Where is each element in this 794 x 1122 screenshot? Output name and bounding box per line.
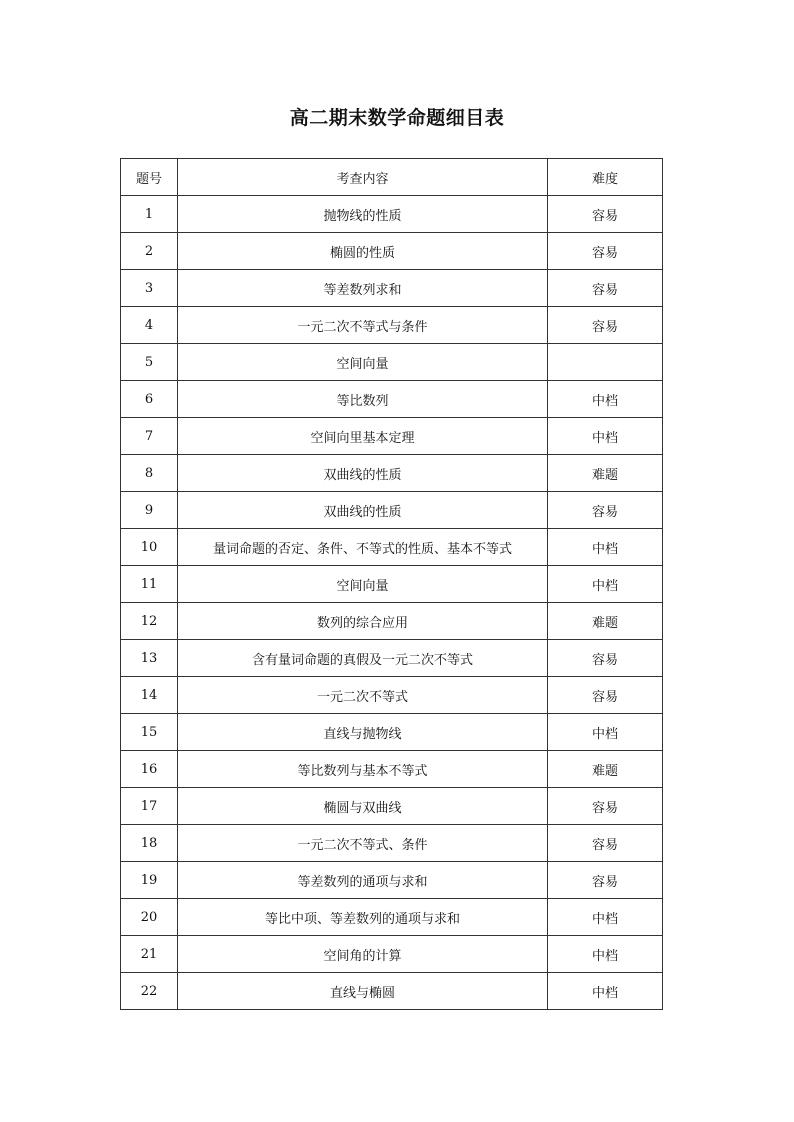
question-number: 19 <box>121 862 178 899</box>
table-row <box>121 344 663 381</box>
table-row <box>121 788 663 825</box>
question-number: 2 <box>121 233 178 270</box>
question-content: 量词命题的否定、条件、不等式的性质、基本不等式 <box>178 529 548 566</box>
table-row <box>121 270 663 307</box>
question-content: 双曲线的性质 <box>178 492 548 529</box>
question-content: 含有量词命题的真假及一元二次不等式 <box>178 640 548 677</box>
question-difficulty: 容易 <box>548 677 663 714</box>
question-difficulty: 中档 <box>548 899 663 936</box>
table-row <box>121 307 663 344</box>
question-number: 15 <box>121 714 178 751</box>
question-content: 空间角的计算 <box>178 936 548 973</box>
question-number: 1 <box>121 196 178 233</box>
question-number: 22 <box>121 973 178 1010</box>
table-row <box>121 418 663 455</box>
table-row <box>121 899 663 936</box>
table-row <box>121 196 663 233</box>
question-difficulty: 容易 <box>548 788 663 825</box>
table-row <box>121 751 663 788</box>
table-row <box>121 566 663 603</box>
question-difficulty: 难题 <box>548 455 663 492</box>
table-row <box>121 936 663 973</box>
table-row <box>121 381 663 418</box>
question-difficulty: 中档 <box>548 381 663 418</box>
question-difficulty <box>548 344 663 381</box>
table-row <box>121 862 663 899</box>
question-difficulty: 中档 <box>548 714 663 751</box>
question-difficulty: 容易 <box>548 307 663 344</box>
question-difficulty: 容易 <box>548 270 663 307</box>
question-difficulty: 中档 <box>548 566 663 603</box>
question-content: 等差数列的通项与求和 <box>178 862 548 899</box>
table-row <box>121 455 663 492</box>
question-difficulty: 容易 <box>548 233 663 270</box>
question-content: 数列的综合应用 <box>178 603 548 640</box>
page-title: 高二期末数学命题细目表 <box>289 107 505 129</box>
question-difficulty: 容易 <box>548 825 663 862</box>
question-number: 4 <box>121 307 178 344</box>
question-difficulty: 容易 <box>548 862 663 899</box>
question-number: 6 <box>121 381 178 418</box>
table-row <box>121 714 663 751</box>
question-difficulty: 中档 <box>548 973 663 1010</box>
table-row <box>121 677 663 714</box>
question-content: 双曲线的性质 <box>178 455 548 492</box>
question-number: 21 <box>121 936 178 973</box>
question-difficulty: 难题 <box>548 751 663 788</box>
question-number: 5 <box>121 344 178 381</box>
question-content: 直线与椭圆 <box>178 973 548 1010</box>
question-number: 14 <box>121 677 178 714</box>
question-number: 3 <box>121 270 178 307</box>
question-number: 8 <box>121 455 178 492</box>
question-difficulty: 中档 <box>548 936 663 973</box>
question-content: 等比中项、等差数列的通项与求和 <box>178 899 548 936</box>
header-difficulty: 难度 <box>548 159 663 196</box>
question-difficulty: 容易 <box>548 492 663 529</box>
table-row <box>121 603 663 640</box>
question-number: 10 <box>121 529 178 566</box>
question-content: 一元二次不等式与条件 <box>178 307 548 344</box>
question-content: 空间向里基本定理 <box>178 418 548 455</box>
question-spec-table <box>120 158 663 1010</box>
question-content: 直线与抛物线 <box>178 714 548 751</box>
table-row <box>121 529 663 566</box>
question-content: 一元二次不等式 <box>178 677 548 714</box>
question-content: 等比数列与基本不等式 <box>178 751 548 788</box>
header-content: 考查内容 <box>178 159 548 196</box>
question-number: 20 <box>121 899 178 936</box>
question-content: 空间向量 <box>178 344 548 381</box>
header-number: 题号 <box>121 159 178 196</box>
table-row <box>121 233 663 270</box>
question-content: 椭圆的性质 <box>178 233 548 270</box>
question-number: 13 <box>121 640 178 677</box>
question-number: 18 <box>121 825 178 862</box>
question-difficulty: 难题 <box>548 603 663 640</box>
table-row <box>121 492 663 529</box>
table-row <box>121 825 663 862</box>
question-difficulty: 容易 <box>548 196 663 233</box>
question-content: 椭圆与双曲线 <box>178 788 548 825</box>
question-number: 17 <box>121 788 178 825</box>
question-content: 抛物线的性质 <box>178 196 548 233</box>
question-content: 等差数列求和 <box>178 270 548 307</box>
table-header-row <box>121 159 663 196</box>
table-row <box>121 973 663 1010</box>
question-difficulty: 中档 <box>548 418 663 455</box>
question-content: 空间向量 <box>178 566 548 603</box>
question-number: 9 <box>121 492 178 529</box>
question-content: 等比数列 <box>178 381 548 418</box>
question-difficulty: 容易 <box>548 640 663 677</box>
question-number: 7 <box>121 418 178 455</box>
table-row <box>121 640 663 677</box>
question-number: 12 <box>121 603 178 640</box>
question-number: 16 <box>121 751 178 788</box>
table-body <box>121 159 663 1010</box>
question-content: 一元二次不等式、条件 <box>178 825 548 862</box>
question-number: 11 <box>121 566 178 603</box>
question-difficulty: 中档 <box>548 529 663 566</box>
